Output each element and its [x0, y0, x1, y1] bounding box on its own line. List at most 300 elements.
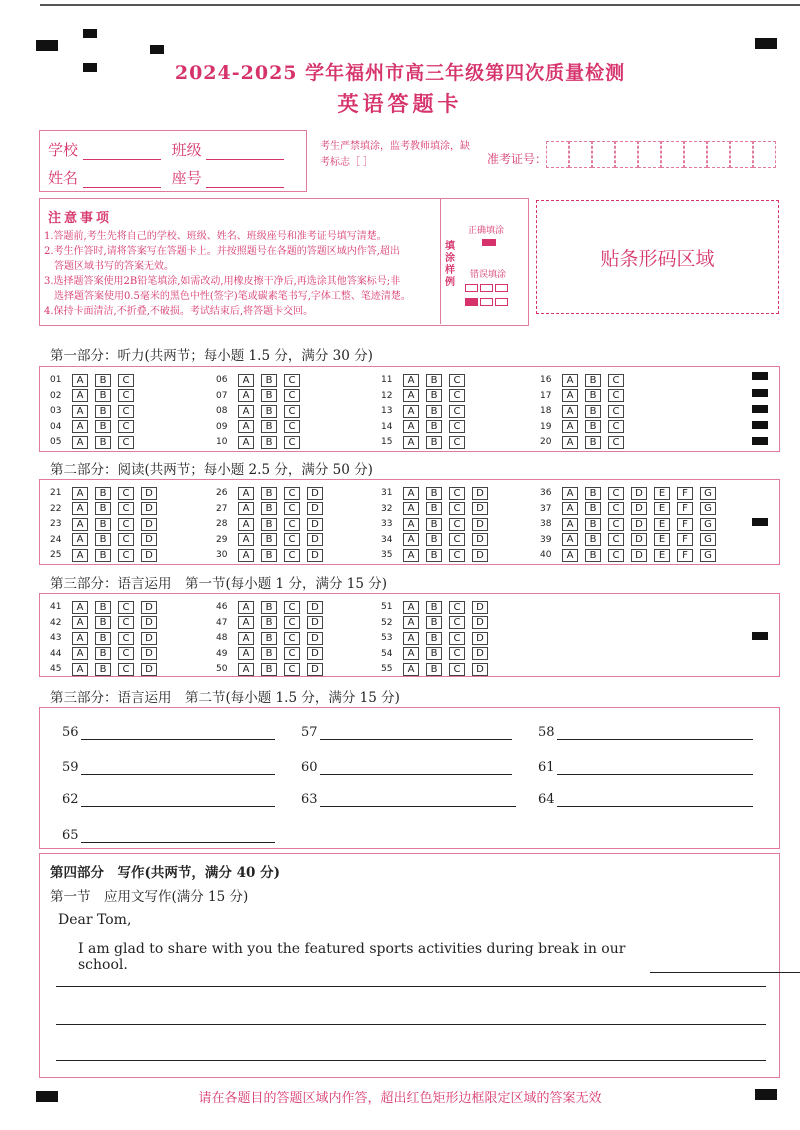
answer-bubble[interactable]: C: [449, 549, 465, 562]
answer-bubble[interactable]: G: [700, 518, 716, 531]
answer-bubble[interactable]: A: [403, 405, 419, 418]
answer-bubble[interactable]: B: [95, 518, 111, 531]
answer-bubble[interactable]: B: [261, 632, 277, 645]
question-number: 22: [50, 503, 62, 514]
question-row: [50, 404, 141, 418]
answer-bubble[interactable]: D: [472, 518, 488, 531]
answer-bubble[interactable]: C: [284, 647, 300, 660]
answer-bubble[interactable]: B: [261, 533, 277, 546]
answer-bubble[interactable]: D: [141, 518, 157, 531]
answer-bubble[interactable]: B: [95, 389, 111, 402]
fill-item[interactable]: 58: [538, 725, 753, 740]
answer-bubble[interactable]: D: [307, 549, 323, 562]
answer-bubble[interactable]: D: [307, 533, 323, 546]
answer-bubble[interactable]: B: [426, 647, 442, 660]
name-field[interactable]: [83, 174, 161, 188]
answer-bubble[interactable]: C: [449, 601, 465, 614]
answer-bubble[interactable]: B: [426, 420, 442, 433]
answer-bubble[interactable]: A: [238, 601, 254, 614]
answer-bubble[interactable]: B: [585, 518, 601, 531]
answer-bubble[interactable]: B: [261, 405, 277, 418]
answer-bubble[interactable]: C: [284, 632, 300, 645]
answer-bubble[interactable]: B: [585, 389, 601, 402]
question-row: [216, 435, 307, 449]
answer-bubble[interactable]: B: [426, 502, 442, 515]
fill-item[interactable]: 57: [301, 725, 512, 740]
question-number: 54: [381, 648, 393, 659]
answer-bubble[interactable]: D: [141, 632, 157, 645]
answer-bubble[interactable]: A: [562, 389, 578, 402]
answer-bubble[interactable]: D: [472, 647, 488, 660]
answer-bubble[interactable]: D: [141, 502, 157, 515]
answer-bubble[interactable]: C: [284, 389, 300, 402]
answer-bubble[interactable]: C: [118, 374, 134, 387]
answer-bubble[interactable]: B: [585, 549, 601, 562]
answer-bubble[interactable]: A: [403, 632, 419, 645]
answer-bubble[interactable]: A: [403, 502, 419, 515]
writing-line[interactable]: [56, 1060, 766, 1061]
answer-bubble[interactable]: D: [141, 663, 157, 676]
question-number: 50: [216, 664, 228, 674]
writing-subtitle: 第一节 应用文写作(满分 15 分): [50, 889, 249, 905]
answer-bubble[interactable]: A: [562, 518, 578, 531]
answer-bubble[interactable]: A: [72, 616, 88, 629]
question-number: 51: [381, 602, 393, 612]
answer-bubble[interactable]: G: [700, 533, 716, 546]
answer-bubble[interactable]: B: [585, 533, 601, 546]
answer-bubble[interactable]: C: [118, 663, 134, 676]
answer-bubble[interactable]: C: [608, 549, 624, 562]
answer-bubble[interactable]: D: [472, 632, 488, 645]
question-number: 03: [50, 406, 62, 416]
answer-bubble[interactable]: C: [284, 374, 300, 387]
question-row: [540, 533, 723, 547]
answer-bubble[interactable]: B: [585, 502, 601, 515]
answer-bubble[interactable]: D: [307, 647, 323, 660]
answer-bubble[interactable]: A: [403, 487, 419, 500]
answer-bubble[interactable]: A: [403, 374, 419, 387]
answer-bubble[interactable]: B: [426, 549, 442, 562]
question-number: 44: [50, 648, 62, 659]
timing-mark: [752, 389, 768, 397]
question-row: [381, 435, 472, 449]
answer-bubble[interactable]: C: [118, 487, 134, 500]
answer-bubble[interactable]: A: [403, 420, 419, 433]
top-border: [40, 4, 800, 6]
answer-bubble[interactable]: D: [631, 502, 647, 515]
question-number: 41: [50, 602, 62, 612]
writing-line[interactable]: [56, 1024, 766, 1025]
answer-bubble[interactable]: A: [238, 420, 254, 433]
answer-bubble[interactable]: C: [449, 405, 465, 418]
answer-bubble[interactable]: C: [118, 518, 134, 531]
answer-bubble[interactable]: A: [562, 436, 578, 449]
answer-bubble[interactable]: C: [284, 436, 300, 449]
answer-bubble[interactable]: C: [118, 533, 134, 546]
answer-bubble[interactable]: D: [307, 663, 323, 676]
answer-bubble[interactable]: B: [95, 487, 111, 500]
question-number: 37: [540, 503, 552, 514]
answer-bubble[interactable]: C: [608, 405, 624, 418]
answer-bubble[interactable]: E: [654, 533, 670, 546]
answer-bubble[interactable]: D: [472, 487, 488, 500]
answer-bubble[interactable]: B: [261, 663, 277, 676]
answer-bubble[interactable]: D: [307, 518, 323, 531]
answer-bubble[interactable]: C: [284, 549, 300, 562]
fill-item[interactable]: 61: [538, 760, 753, 775]
answer-bubble[interactable]: C: [118, 436, 134, 449]
correct-fill-label: 正确填涂: [468, 226, 505, 236]
answer-bubble[interactable]: A: [238, 374, 254, 387]
answer-bubble[interactable]: C: [608, 389, 624, 402]
question-number: 12: [381, 390, 393, 401]
answer-bubble[interactable]: C: [118, 405, 134, 418]
question-row: [50, 486, 164, 500]
answer-bubble[interactable]: A: [562, 549, 578, 562]
answer-bubble[interactable]: B: [95, 533, 111, 546]
answer-bubble[interactable]: A: [72, 647, 88, 660]
answer-bubble[interactable]: B: [426, 389, 442, 402]
answer-bubble[interactable]: B: [585, 420, 601, 433]
fill-item[interactable]: 56: [62, 725, 275, 740]
answer-bubble[interactable]: B: [426, 374, 442, 387]
question-row: [540, 373, 631, 387]
answer-bubble[interactable]: A: [562, 374, 578, 387]
answer-bubble[interactable]: A: [403, 601, 419, 614]
question-number: 18: [540, 406, 552, 416]
answer-bubble[interactable]: C: [449, 436, 465, 449]
answer-bubble[interactable]: D: [472, 549, 488, 562]
question-row: [216, 662, 330, 676]
fill-item[interactable]: 65: [62, 828, 275, 843]
answer-bubble[interactable]: D: [141, 549, 157, 562]
fill-item[interactable]: 59: [62, 760, 275, 775]
answer-bubble[interactable]: C: [608, 518, 624, 531]
answer-bubble[interactable]: G: [700, 487, 716, 500]
answer-bubble[interactable]: D: [472, 663, 488, 676]
question-row: [50, 502, 164, 516]
answer-bubble[interactable]: B: [426, 405, 442, 418]
barcode-label: 贴条形码区域: [600, 247, 715, 270]
question-number: 04: [50, 421, 62, 432]
answer-bubble[interactable]: D: [307, 616, 323, 629]
answer-bubble[interactable]: A: [403, 616, 419, 629]
answer-bubble[interactable]: F: [677, 518, 693, 531]
answer-bubble[interactable]: A: [238, 405, 254, 418]
answer-bubble[interactable]: A: [562, 487, 578, 500]
answer-bubble[interactable]: C: [118, 632, 134, 645]
answer-bubble[interactable]: D: [472, 616, 488, 629]
question-row: [381, 533, 495, 547]
answer-bubble[interactable]: E: [654, 502, 670, 515]
question-row: [381, 517, 495, 531]
answer-bubble[interactable]: B: [95, 647, 111, 660]
answer-bubble[interactable]: B: [95, 549, 111, 562]
answer-bubble[interactable]: B: [261, 487, 277, 500]
answer-bubble[interactable]: A: [403, 663, 419, 676]
answer-bubble[interactable]: C: [608, 436, 624, 449]
answer-bubble[interactable]: C: [118, 389, 134, 402]
answer-bubble[interactable]: B: [261, 436, 277, 449]
answer-bubble[interactable]: D: [141, 647, 157, 660]
class-field[interactable]: [206, 146, 284, 160]
answer-bubble[interactable]: A: [72, 632, 88, 645]
answer-bubble[interactable]: C: [608, 487, 624, 500]
class-label: 班级: [171, 141, 202, 159]
answer-bubble[interactable]: A: [403, 533, 419, 546]
answer-bubble[interactable]: C: [449, 663, 465, 676]
answer-bubble[interactable]: C: [284, 487, 300, 500]
answer-bubble[interactable]: C: [449, 502, 465, 515]
answer-bubble[interactable]: B: [426, 616, 442, 629]
answer-bubble[interactable]: E: [654, 549, 670, 562]
question-row: [216, 373, 307, 387]
answer-bubble[interactable]: D: [472, 533, 488, 546]
answer-bubble[interactable]: C: [284, 405, 300, 418]
exam-id-label: 准考证号：: [487, 152, 548, 166]
answer-bubble[interactable]: B: [261, 502, 277, 515]
exam-id-boxes[interactable]: [546, 141, 776, 168]
answer-bubble[interactable]: B: [95, 436, 111, 449]
answer-bubble[interactable]: A: [403, 389, 419, 402]
answer-bubble[interactable]: C: [284, 616, 300, 629]
question-number: 11: [381, 375, 393, 385]
question-number: 28: [216, 519, 228, 529]
answer-bubble[interactable]: C: [449, 533, 465, 546]
fill-item[interactable]: 60: [301, 760, 512, 775]
answer-bubble[interactable]: C: [449, 420, 465, 433]
answer-bubble[interactable]: D: [472, 601, 488, 614]
fill-item[interactable]: 63: [301, 792, 516, 807]
answer-bubble[interactable]: D: [141, 487, 157, 500]
answer-bubble[interactable]: A: [403, 549, 419, 562]
letter-opening: I am glad to share with you the featured sports activities during break in our school.: [78, 941, 800, 973]
question-number: 53: [381, 633, 393, 643]
answer-bubble[interactable]: C: [284, 420, 300, 433]
answer-bubble[interactable]: A: [72, 487, 88, 500]
answer-bubble[interactable]: C: [118, 601, 134, 614]
answer-bubble[interactable]: D: [631, 518, 647, 531]
question-row: [381, 389, 472, 403]
answer-bubble[interactable]: A: [72, 601, 88, 614]
question-number: 13: [381, 406, 393, 416]
answer-bubble[interactable]: A: [238, 518, 254, 531]
answer-bubble[interactable]: A: [72, 502, 88, 515]
answer-bubble[interactable]: B: [95, 632, 111, 645]
question-row: [381, 662, 495, 676]
answer-bubble[interactable]: B: [585, 374, 601, 387]
answer-bubble[interactable]: B: [95, 616, 111, 629]
name-label: 姓名: [48, 169, 79, 187]
answer-bubble[interactable]: B: [426, 518, 442, 531]
answer-bubble[interactable]: B: [261, 647, 277, 660]
answer-bubble[interactable]: A: [562, 502, 578, 515]
answer-bubble[interactable]: C: [118, 647, 134, 660]
answer-bubble[interactable]: A: [562, 533, 578, 546]
answer-bubble[interactable]: C: [449, 374, 465, 387]
answer-bubble[interactable]: C: [118, 420, 134, 433]
answer-bubble[interactable]: D: [141, 616, 157, 629]
answer-bubble[interactable]: C: [449, 632, 465, 645]
answer-bubble[interactable]: B: [426, 601, 442, 614]
answer-bubble[interactable]: C: [449, 647, 465, 660]
question-number: 43: [50, 633, 62, 643]
question-row: [540, 404, 631, 418]
answer-bubble[interactable]: A: [72, 518, 88, 531]
answer-bubble[interactable]: B: [95, 502, 111, 515]
answer-bubble[interactable]: A: [403, 647, 419, 660]
notice-title: 注意事项: [48, 211, 113, 226]
writing-line[interactable]: [56, 986, 766, 987]
answer-bubble[interactable]: A: [238, 533, 254, 546]
answer-bubble[interactable]: B: [585, 405, 601, 418]
answer-bubble[interactable]: B: [95, 405, 111, 418]
timing-mark: [752, 437, 768, 445]
seat-field[interactable]: [206, 174, 284, 188]
answer-bubble[interactable]: C: [284, 518, 300, 531]
answer-bubble[interactable]: A: [238, 647, 254, 660]
answer-bubble[interactable]: B: [95, 374, 111, 387]
question-row: [216, 616, 330, 630]
answer-bubble[interactable]: A: [72, 663, 88, 676]
answer-bubble[interactable]: D: [631, 549, 647, 562]
answer-bubble[interactable]: A: [72, 389, 88, 402]
question-row: [216, 631, 330, 645]
answer-bubble[interactable]: B: [426, 436, 442, 449]
answer-bubble[interactable]: E: [654, 487, 670, 500]
answer-bubble[interactable]: A: [403, 518, 419, 531]
question-number: 48: [216, 633, 228, 643]
timing-mark: [752, 421, 768, 429]
answer-bubble[interactable]: D: [631, 487, 647, 500]
answer-bubble[interactable]: F: [677, 487, 693, 500]
question-row: [50, 548, 164, 562]
answer-bubble[interactable]: A: [238, 549, 254, 562]
answer-bubble[interactable]: C: [608, 374, 624, 387]
question-number: 23: [50, 519, 62, 529]
answer-bubble[interactable]: B: [261, 420, 277, 433]
section-reading-title: 第二部分：阅读(共两节；每小题 2.5 分，满分 50 分): [50, 462, 373, 478]
answer-bubble[interactable]: C: [608, 533, 624, 546]
timing-mark: [752, 372, 768, 380]
answer-bubble[interactable]: A: [238, 502, 254, 515]
answer-bubble[interactable]: B: [426, 632, 442, 645]
question-row: [381, 647, 495, 661]
answer-bubble[interactable]: A: [72, 436, 88, 449]
answer-bubble[interactable]: B: [261, 549, 277, 562]
answer-bubble[interactable]: G: [700, 502, 716, 515]
answer-bubble[interactable]: A: [72, 420, 88, 433]
answer-bubble[interactable]: B: [585, 487, 601, 500]
answer-bubble[interactable]: G: [700, 549, 716, 562]
answer-bubble[interactable]: A: [562, 420, 578, 433]
footer-note: 请在各题目的答题区域内作答，超出红色矩形边框限定区域的答案无效: [198, 1091, 602, 1106]
question-row: [216, 389, 307, 403]
answer-bubble[interactable]: B: [426, 533, 442, 546]
school-label: 学校: [48, 141, 79, 159]
notice-item: 选择题答案使用0.5毫米的黑色中性(签字)笔或碳素笔书写,字体工整、笔迹清楚。: [54, 291, 411, 302]
answer-bubble[interactable]: D: [141, 601, 157, 614]
answer-bubble[interactable]: B: [261, 374, 277, 387]
timing-mark: [752, 518, 768, 526]
answer-bubble[interactable]: D: [631, 533, 647, 546]
wrong-fill-samples: [465, 283, 508, 311]
fill-item[interactable]: 62: [62, 792, 275, 807]
timing-mark: [752, 632, 768, 640]
answer-bubble[interactable]: C: [449, 389, 465, 402]
answer-bubble[interactable]: C: [118, 549, 134, 562]
answer-bubble[interactable]: A: [562, 405, 578, 418]
answer-bubble[interactable]: A: [238, 663, 254, 676]
answer-bubble[interactable]: F: [677, 502, 693, 515]
fill-item[interactable]: 64: [538, 792, 753, 807]
answer-bubble[interactable]: C: [449, 518, 465, 531]
answer-bubble[interactable]: A: [238, 616, 254, 629]
answer-bubble[interactable]: B: [261, 389, 277, 402]
answer-bubble[interactable]: B: [426, 487, 442, 500]
answer-bubble[interactable]: A: [238, 632, 254, 645]
question-number: 33: [381, 519, 393, 529]
answer-bubble[interactable]: B: [585, 436, 601, 449]
section-language1-title: 第三部分：语言运用 第一节(每小题 1 分，满分 15 分): [50, 576, 387, 592]
answer-bubble[interactable]: A: [72, 549, 88, 562]
answer-bubble[interactable]: C: [284, 502, 300, 515]
answer-bubble[interactable]: B: [426, 663, 442, 676]
answer-bubble[interactable]: A: [238, 487, 254, 500]
question-number: 34: [381, 534, 393, 545]
question-row: [540, 502, 723, 516]
answer-bubble[interactable]: C: [449, 616, 465, 629]
answer-bubble[interactable]: D: [472, 502, 488, 515]
answer-bubble[interactable]: C: [608, 502, 624, 515]
question-number: 55: [381, 664, 393, 674]
answer-bubble[interactable]: C: [608, 420, 624, 433]
answer-bubble[interactable]: D: [307, 601, 323, 614]
answer-bubble[interactable]: A: [72, 533, 88, 546]
school-field[interactable]: [83, 146, 161, 160]
answer-bubble[interactable]: B: [261, 518, 277, 531]
section-language2-title: 第三部分：语言运用 第二节(每小题 1.5 分，满分 15 分): [50, 690, 400, 706]
answer-bubble[interactable]: F: [677, 549, 693, 562]
answer-bubble[interactable]: F: [677, 533, 693, 546]
notice-item: 4.保持卡面清洁,不折叠,不破损。考试结束后,将答题卡交回。: [44, 306, 314, 317]
answer-bubble[interactable]: E: [654, 518, 670, 531]
answer-bubble[interactable]: A: [72, 374, 88, 387]
answer-bubble[interactable]: B: [261, 601, 277, 614]
answer-bubble[interactable]: C: [118, 616, 134, 629]
answer-bubble[interactable]: A: [72, 405, 88, 418]
answer-bubble[interactable]: D: [307, 632, 323, 645]
answer-bubble[interactable]: B: [95, 601, 111, 614]
answer-bubble[interactable]: B: [95, 663, 111, 676]
answer-bubble[interactable]: C: [284, 533, 300, 546]
answer-bubble[interactable]: B: [95, 420, 111, 433]
answer-bubble[interactable]: C: [284, 663, 300, 676]
answer-bubble[interactable]: C: [118, 502, 134, 515]
answer-bubble[interactable]: D: [307, 502, 323, 515]
answer-bubble[interactable]: C: [284, 601, 300, 614]
question-row: [540, 435, 631, 449]
answer-bubble[interactable]: B: [261, 616, 277, 629]
answer-bubble[interactable]: D: [307, 487, 323, 500]
question-row: [381, 600, 495, 614]
answer-bubble[interactable]: D: [141, 533, 157, 546]
answer-bubble[interactable]: A: [238, 389, 254, 402]
answer-bubble[interactable]: C: [449, 487, 465, 500]
answer-bubble[interactable]: A: [403, 436, 419, 449]
notice-box: [39, 198, 529, 326]
answer-bubble[interactable]: A: [238, 436, 254, 449]
